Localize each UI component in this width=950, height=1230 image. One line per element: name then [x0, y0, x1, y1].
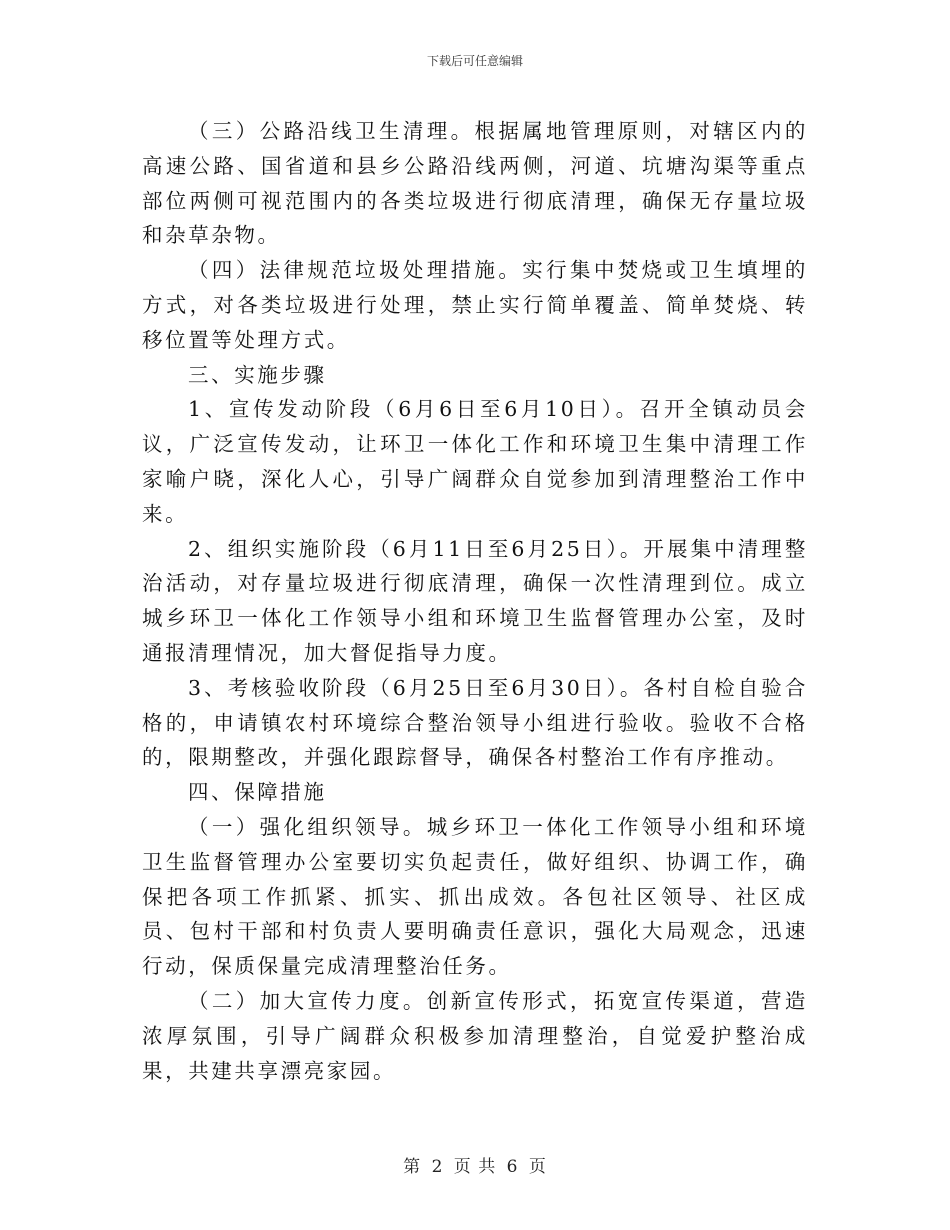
paragraph-step-acceptance: 3、考核验收阶段（6月25日至6月30日）。各村自检自验合格的，申请镇农村环境综合整治领导小组进行验收。验收不合格的，限期整改，并强化跟踪督导，确保各村整治工作有序推动。 — [142, 675, 808, 770]
footer-prefix: 第 — [403, 1157, 422, 1177]
footer-middle: 页 共 — [453, 1157, 497, 1177]
section-heading-safeguards: 四、保障措施 — [188, 780, 327, 805]
page-number: 2 — [431, 1157, 444, 1177]
total-pages: 6 — [506, 1157, 519, 1177]
page-footer — [0, 1152, 950, 1177]
paragraph-road-cleanup: （三）公路沿线卫生清理。根据属地管理原则，对辖区内的高速公路、国省道和县乡公路沿线两侧，河道、坑塘沟渠等重点部位两侧可视范围内的各类垃圾进行彻底清理，确保无存量垃圾和杂草杂物。 — [142, 119, 808, 248]
section-heading-implementation-steps: 三、实施步骤 — [188, 362, 327, 387]
paragraph-publicity-efforts: （二）加大宣传力度。创新宣传形式，拓宽宣传渠道，营造浓厚氛围，引导广阔群众积极参加清理整治，自觉爱护整治成果，共建共享漂亮家园。 — [142, 988, 808, 1083]
paragraph-garbage-disposal: （四）法律规范垃圾处理措施。实行集中焚烧或卫生填埋的方式，对各类垃圾进行处理，禁止实行简单覆盖、简单焚烧、转移位置等处理方式。 — [142, 258, 808, 352]
page-header: 下载后可任意编辑 — [426, 54, 523, 68]
paragraph-step-implementation: 2、组织实施阶段（6月11日至6月25日）。开展集中清理整治活动，对存量垃圾进行彻底清理，确保一次性清理到位。成立城乡环卫一体化工作领导小组和环境卫生监督管理办公室，及时通报清理情况，加大督促指导力度。 — [142, 536, 808, 665]
document-body — [142, 114, 808, 1088]
footer-suffix: 页 — [528, 1157, 547, 1177]
paragraph-organizational-leadership: （一）强化组织领导。城乡环卫一体化工作领导小组和环境卫生监督管理办公室要切实负起责任，做好组织、协调工作，确保把各项工作抓紧、抓实、抓出成效。各包社区领导、社区成员、包村干部和村负责人要明确责任意识，强化大局观念，迅速行动，保质保量完成清理整治任务。 — [142, 814, 808, 979]
paragraph-step-publicity: 1、宣传发动阶段（6月6日至6月10日）。召开全镇动员会议，广泛宣传发动，让环卫一体化工作和环境卫生集中清理工作家喻户晓，深化人心，引导广阔群众自觉参加到清理整治工作中来。 — [142, 397, 808, 526]
